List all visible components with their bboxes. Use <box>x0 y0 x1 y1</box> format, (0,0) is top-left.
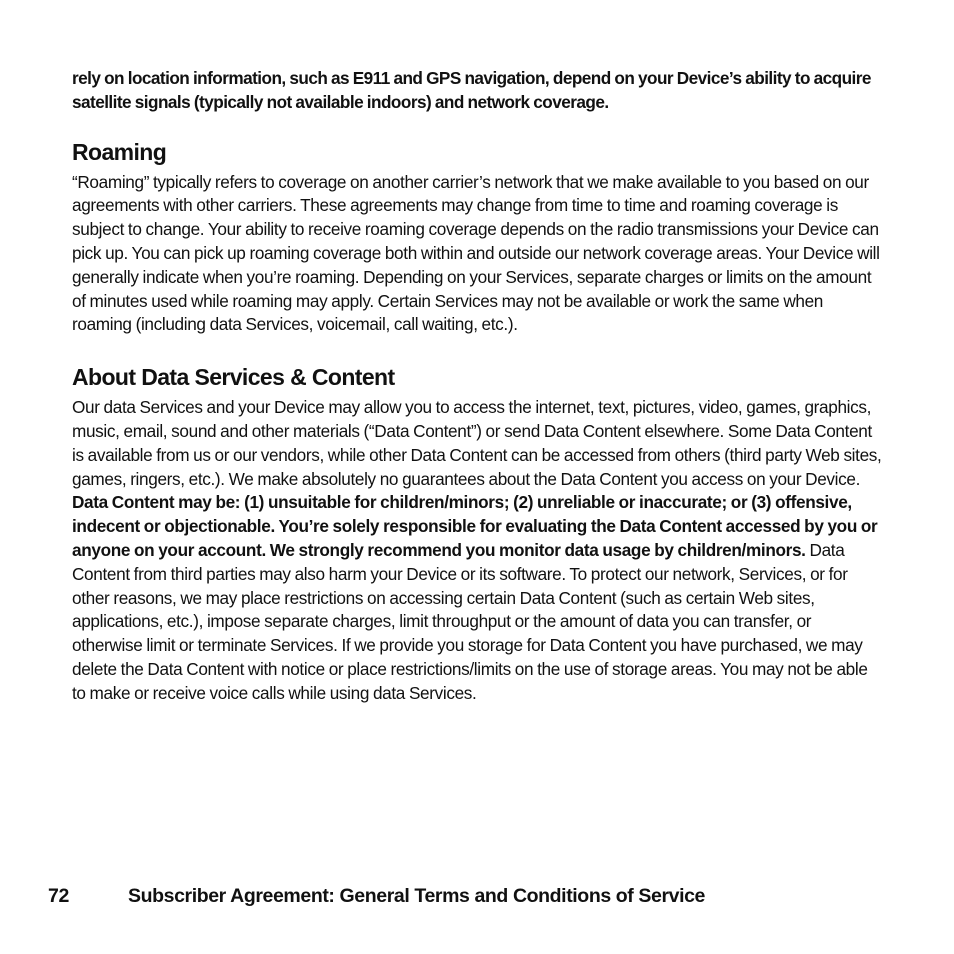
data-services-warning: Data Content may be: (1) unsuitable for children/minors; (2) unreliable or inaccurate; or (3) offensive, indecent or objectionable. You’re solely responsible for evaluating the Data Content accessed by you or anyone on your account. We strongly recommend you monitor data usage by children/minors. <box>72 492 878 560</box>
page-number: 72 <box>48 885 69 907</box>
data-services-heading: About Data Services & Content <box>72 364 395 391</box>
data-services-text-2: Data Content from third parties may also harm your Device or its software. To protect our network, Services, or for other reasons, we may place restrictions on accessing certain Data Content (such as certain Web sites, applications, etc.), impose separate charges, limit throughput or the amount of data you can transfer, or otherwise limit or terminate Services. If we provide you storage for Data Content you have purchased, we may delete the Data Content with notice or place restrictions/limits on the use of storage areas. You may not be able to make or receive voice calls while using data Services. <box>72 539 868 703</box>
document-page <box>72 67 882 706</box>
data-services-text-1: Our data Services and your Device may allow you to access the internet, text, pictures, video, games, graphics, music, email, sound and other materials (“Data Content”) or send Data Content elsewhere. Some Data Content is available from us or our vendors, while other Data Content can be accessed from others (third party Web sites, games, ringers, etc.). We make absolutely no guarantees about the Data Content you access on your Device. <box>72 397 882 489</box>
roaming-heading: Roaming <box>72 138 167 165</box>
data-services-paragraph <box>72 396 882 705</box>
footer-title: Subscriber Agreement: General Terms and Conditions of Service <box>128 885 706 907</box>
intro-paragraph: rely on location information, such as E911 and GPS navigation, depend on your Device’s ability to acquire satellite signals (typically not available indoors) and network coverage. <box>72 68 871 112</box>
page-footer <box>48 885 705 908</box>
roaming-paragraph: “Roaming” typically refers to coverage on another carrier’s network that we make available to you based on our agreements with other carriers. These agreements may change from time to time and roaming coverage is subject to change. Your ability to receive roaming coverage depends on the radio transmissions your Device can pick up. You can pick up roaming coverage both within and outside our network coverage areas. Your Device will generally indicate when you’re roaming. Depending on your Services, separate charges or limits on the amount of minutes used while roaming may apply. Certain Services may not be available or work the same when roaming (including data Services, voicemail, call waiting, etc.). <box>72 171 880 335</box>
